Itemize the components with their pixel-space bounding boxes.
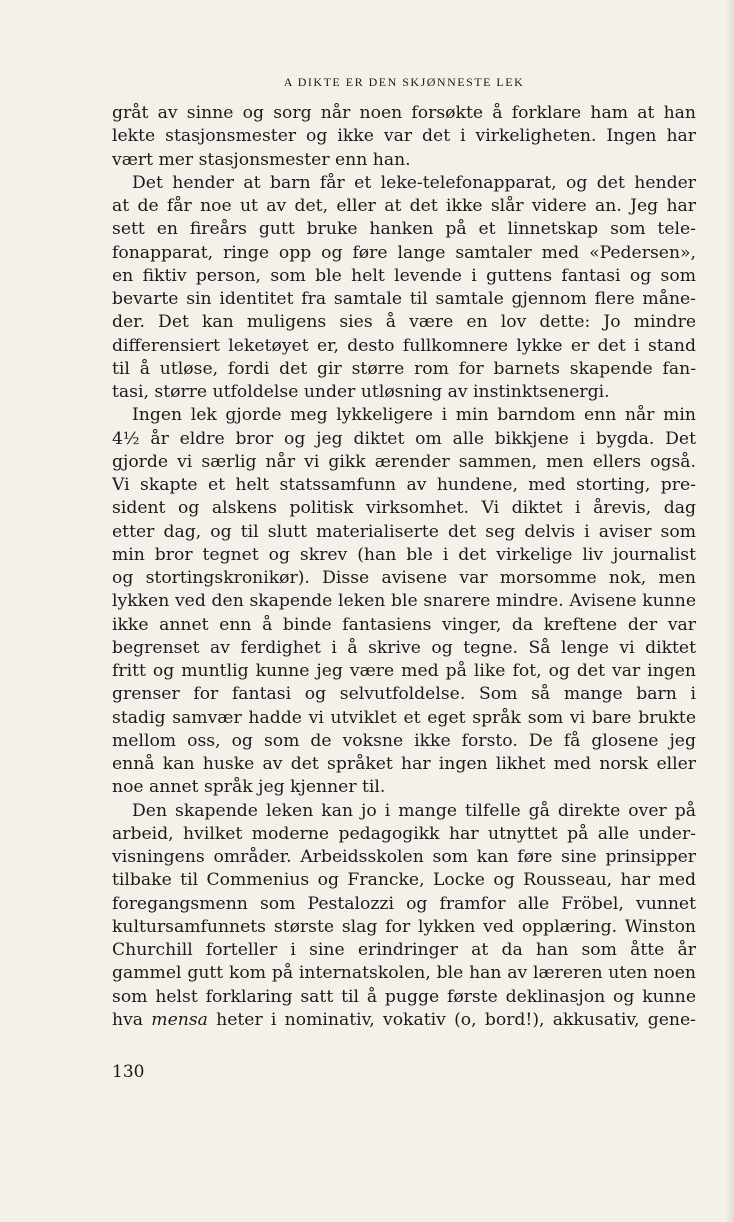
text-line: gammel gutt kom på internatskolen, ble han av læreren uten noen — [112, 963, 696, 984]
text-line: Den skapende leken kan jo i mange tilfelle gå direkte over på — [132, 800, 696, 821]
text-line: foregangsmenn som Pestalozzi og framfor alle Fröbel, vunnet — [112, 893, 696, 914]
text-line: til å utløse, fordi det gir større rom for barnets skapende fan- — [112, 358, 696, 379]
body-text — [112, 102, 696, 1032]
text-line: Ingen lek gjorde meg lykkeligere i min barndom enn når min — [132, 405, 696, 426]
text-line: sett en fireårs gutt bruke hanken på et linnetskap som tele- — [112, 219, 696, 240]
text-line: begrenset av ferdighet i å skrive og tegne. Så lenge vi diktet — [112, 637, 696, 658]
text-line: som helst forklaring satt til å pugge første deklinasjon og kunne — [112, 986, 696, 1007]
text-line: fonapparat, ringe opp og føre lange samtaler med «Pedersen», — [112, 242, 696, 263]
text-line: noe annet språk jeg kjenner til. — [112, 777, 386, 798]
text-line: en fiktiv person, som ble helt levende i guttens fantasi og som — [112, 265, 696, 286]
text-line: og stortingskronikør). Disse avisene var morsomme nok, men — [112, 568, 696, 588]
text-line: vært mer stasjonsmester enn han. — [112, 149, 411, 170]
text-line: lekte stasjonsmester og ikke var det i virkeligheten. Ingen har — [112, 126, 696, 147]
text-line: min bror tegnet og skrev (han ble i det virkelige liv journalist — [112, 544, 696, 565]
text-line: mellom oss, og som de voksne ikke forsto. De få glosene jeg — [112, 730, 696, 751]
text-line: lykken ved den skapende leken ble snarere mindre. Avisene kunne — [112, 591, 696, 612]
text-line: visningens områder. Arbeidsskolen som kan føre sine prinsipper — [112, 847, 696, 867]
running-head: A DIKTE ER DEN SKJØNNESTE LEK — [283, 75, 525, 89]
text-line: differensiert leketøyet er, desto fullkomnere lykke er det i stand — [112, 335, 696, 356]
text-line: grenser for fantasi og selvutfoldelse. Som så mange barn i — [112, 684, 696, 705]
text-line: hva mensa heter i nominativ, vokativ (o, bord!), akkusativ, gene- — [112, 1009, 696, 1030]
text-line: at de får noe ut av det, eller at det ikke slår videre an. Jeg har — [112, 196, 696, 216]
text-line: kultursamfunnets største slag for lykken ved opplæring. Winston — [112, 916, 696, 937]
text-line: sident og alskens politisk virksomhet. Vi diktet i årevis, dag — [112, 498, 696, 519]
text-line: 4½ år eldre bror og jeg diktet om alle bikkjene i bygda. Det — [112, 428, 696, 449]
text-line: der. Det kan muligens sies å være en lov dette: Jo mindre — [112, 312, 696, 333]
text-line: bevarte sin identitet fra samtale til samtale gjennom flere måne- — [112, 289, 696, 309]
page-edge-shadow — [724, 0, 734, 1222]
text-line: tasi, større utfoldelse under utløsning av instinktsenergi. — [112, 382, 610, 402]
text-line: stadig samvær hadde vi utviklet et eget språk som vi bare brukte — [112, 707, 696, 728]
text-line: fritt og muntlig kunne jeg være med på like fot, og det var ingen — [112, 661, 696, 681]
text-line: ennå kan huske av det språket har ingen likhet med norsk eller — [112, 754, 696, 774]
text-line: gjorde vi særlig når vi gikk ærender sammen, men ellers også. — [112, 451, 696, 472]
text-line: Det hender at barn får et leke-telefonapparat, og det hender — [132, 172, 696, 193]
text-line: Vi skapte et helt statssamfunn av hundene, med storting, pre- — [112, 475, 696, 495]
text-line: tilbake til Commenius og Francke, Locke og Rousseau, har med — [112, 870, 696, 891]
page-number: 130 — [112, 1062, 145, 1082]
text-line: gråt av sinne og sorg når noen forsøkte å forklare ham at han — [112, 103, 696, 123]
text-line: arbeid, hvilket moderne pedagogikk har utnyttet på alle under- — [112, 823, 696, 844]
text-line: etter dag, og til slutt materialiserte det seg delvis i aviser som — [112, 521, 696, 542]
text-line: ikke annet enn å binde fantasiens vinger, da kreftene der var — [112, 614, 696, 635]
text-line: Churchill forteller i sine erindringer at da han som åtte år — [112, 940, 696, 960]
